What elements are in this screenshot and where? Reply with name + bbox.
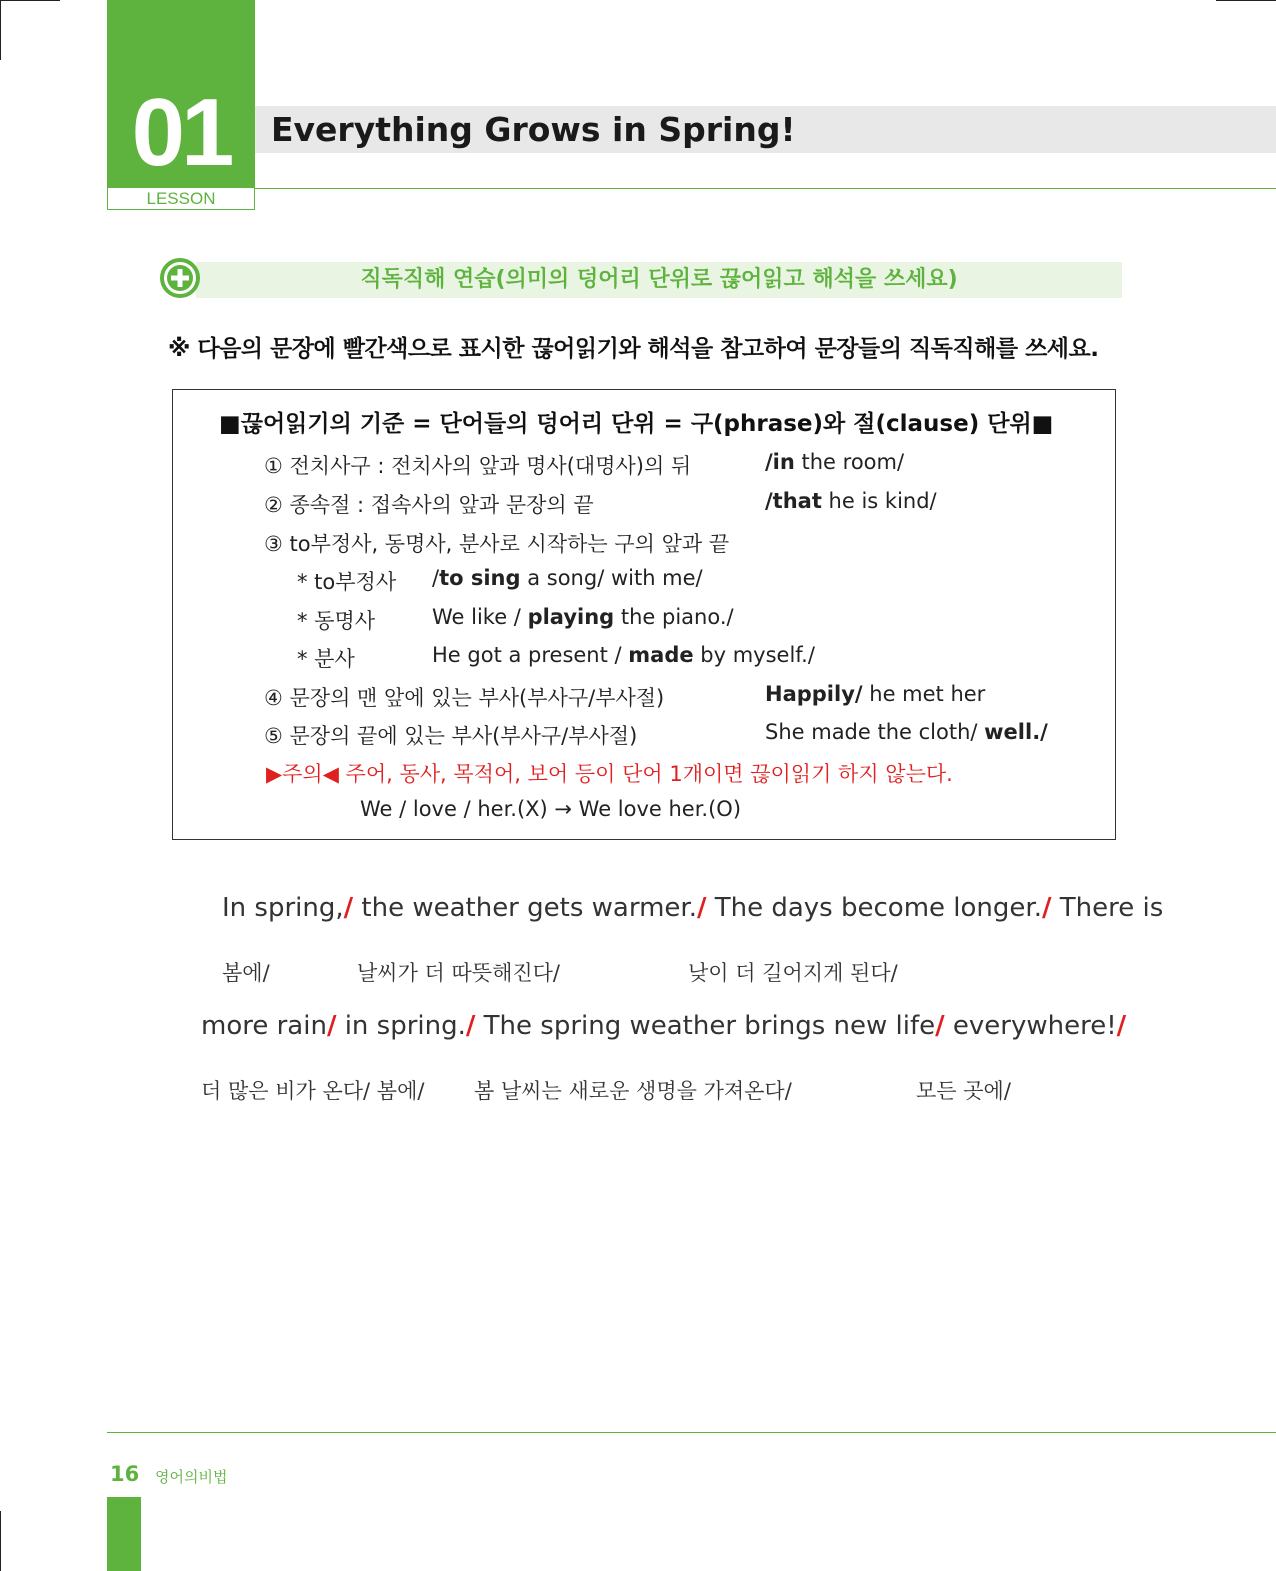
lesson-label: LESSON [107,188,255,210]
translation-chunk: 모든 곳에/ [916,1079,1011,1103]
rule-3-sub-example: We like / playing the piano./ [432,605,734,629]
rule-4: ④ 문장의 맨 앞에 있는 부사(부사구/부사절) [264,686,665,710]
translation-chunk: 낮이 더 길어지게 된다/ [688,961,898,985]
rule-5-example: She made the cloth/ well./ [765,720,1048,744]
rule-3-sub-label: * 분사 [297,647,355,671]
lesson-number: 01 [131,79,231,186]
rule-3-sub-label: * to부정사 [297,570,397,594]
passage-line-2: more rain/ in spring./ The spring weather brings new life/ everywhere!/ [201,1011,1127,1041]
book-title: 영어의비법 [155,1468,228,1486]
rule-4-example: Happily/ he met her [765,682,986,706]
lesson-title: Everything Grows in Spring! [271,110,796,149]
instruction-text: ※ 다음의 문장에 빨간색으로 표시한 끊어읽기와 해석을 참고하여 문장들의 직독직해를 쓰세요. [168,336,1099,362]
rule-3: ③ to부정사, 동명사, 분사로 시작하는 구의 앞과 끝 [264,532,730,556]
rule-box-header: ■끊어읽기의 기준 = 단어들의 덩어리 단위 = 구(phrase)와 절(clause) 단위■ [219,411,1054,437]
rule-3-sub-example: He got a present / made by myself./ [432,643,815,667]
rule-5: ⑤ 문장의 끝에 있는 부사(부사구/부사절) [264,724,638,748]
rule-3-sub-example: /to sing a song/ with me/ [432,566,703,590]
section-title: 직독직해 연습(의미의 덩어리 단위로 끊어읽고 해석을 쓰세요) [360,267,958,292]
rule-1-example: /in the room/ [765,450,905,474]
rule-2: ② 종속절 : 접속사의 앞과 문장의 끝 [264,493,594,517]
translation-chunk: 날씨가 더 따뜻해진다/ [357,961,560,985]
translation-chunk: 더 많은 비가 온다/ 봄에/ [201,1079,425,1103]
rule-1: ① 전치사구 : 전치사의 앞과 명사(대명사)의 뒤 [264,454,692,478]
crop-mark [1216,0,1276,1]
rule-3-sub-label: * 동명사 [297,609,376,633]
caution-example: We / love / her.(X) → We love her.(O) [360,797,742,821]
rule-2-example: /that he is kind/ [765,489,937,513]
footer-tab [107,1497,141,1571]
translation-chunk: 봄 날씨는 새로운 생명을 가져온다/ [474,1079,792,1103]
translation-chunk: 봄에/ [222,961,270,985]
crop-mark [0,0,1,60]
crop-mark [0,1511,1,1571]
passage-line-1: In spring,/ the weather gets warmer./ The days become longer./ There is [222,893,1164,923]
crop-mark [0,0,60,1]
header-divider [255,188,1276,189]
page-number: 16 [110,1462,140,1486]
footer-divider [107,1432,1276,1433]
plus-circle-icon [160,258,200,298]
caution-note: ▶주의◀ 주어, 동사, 목적어, 보어 등이 단어 1개이면 끊이읽기 하지 않는다. [266,762,953,786]
